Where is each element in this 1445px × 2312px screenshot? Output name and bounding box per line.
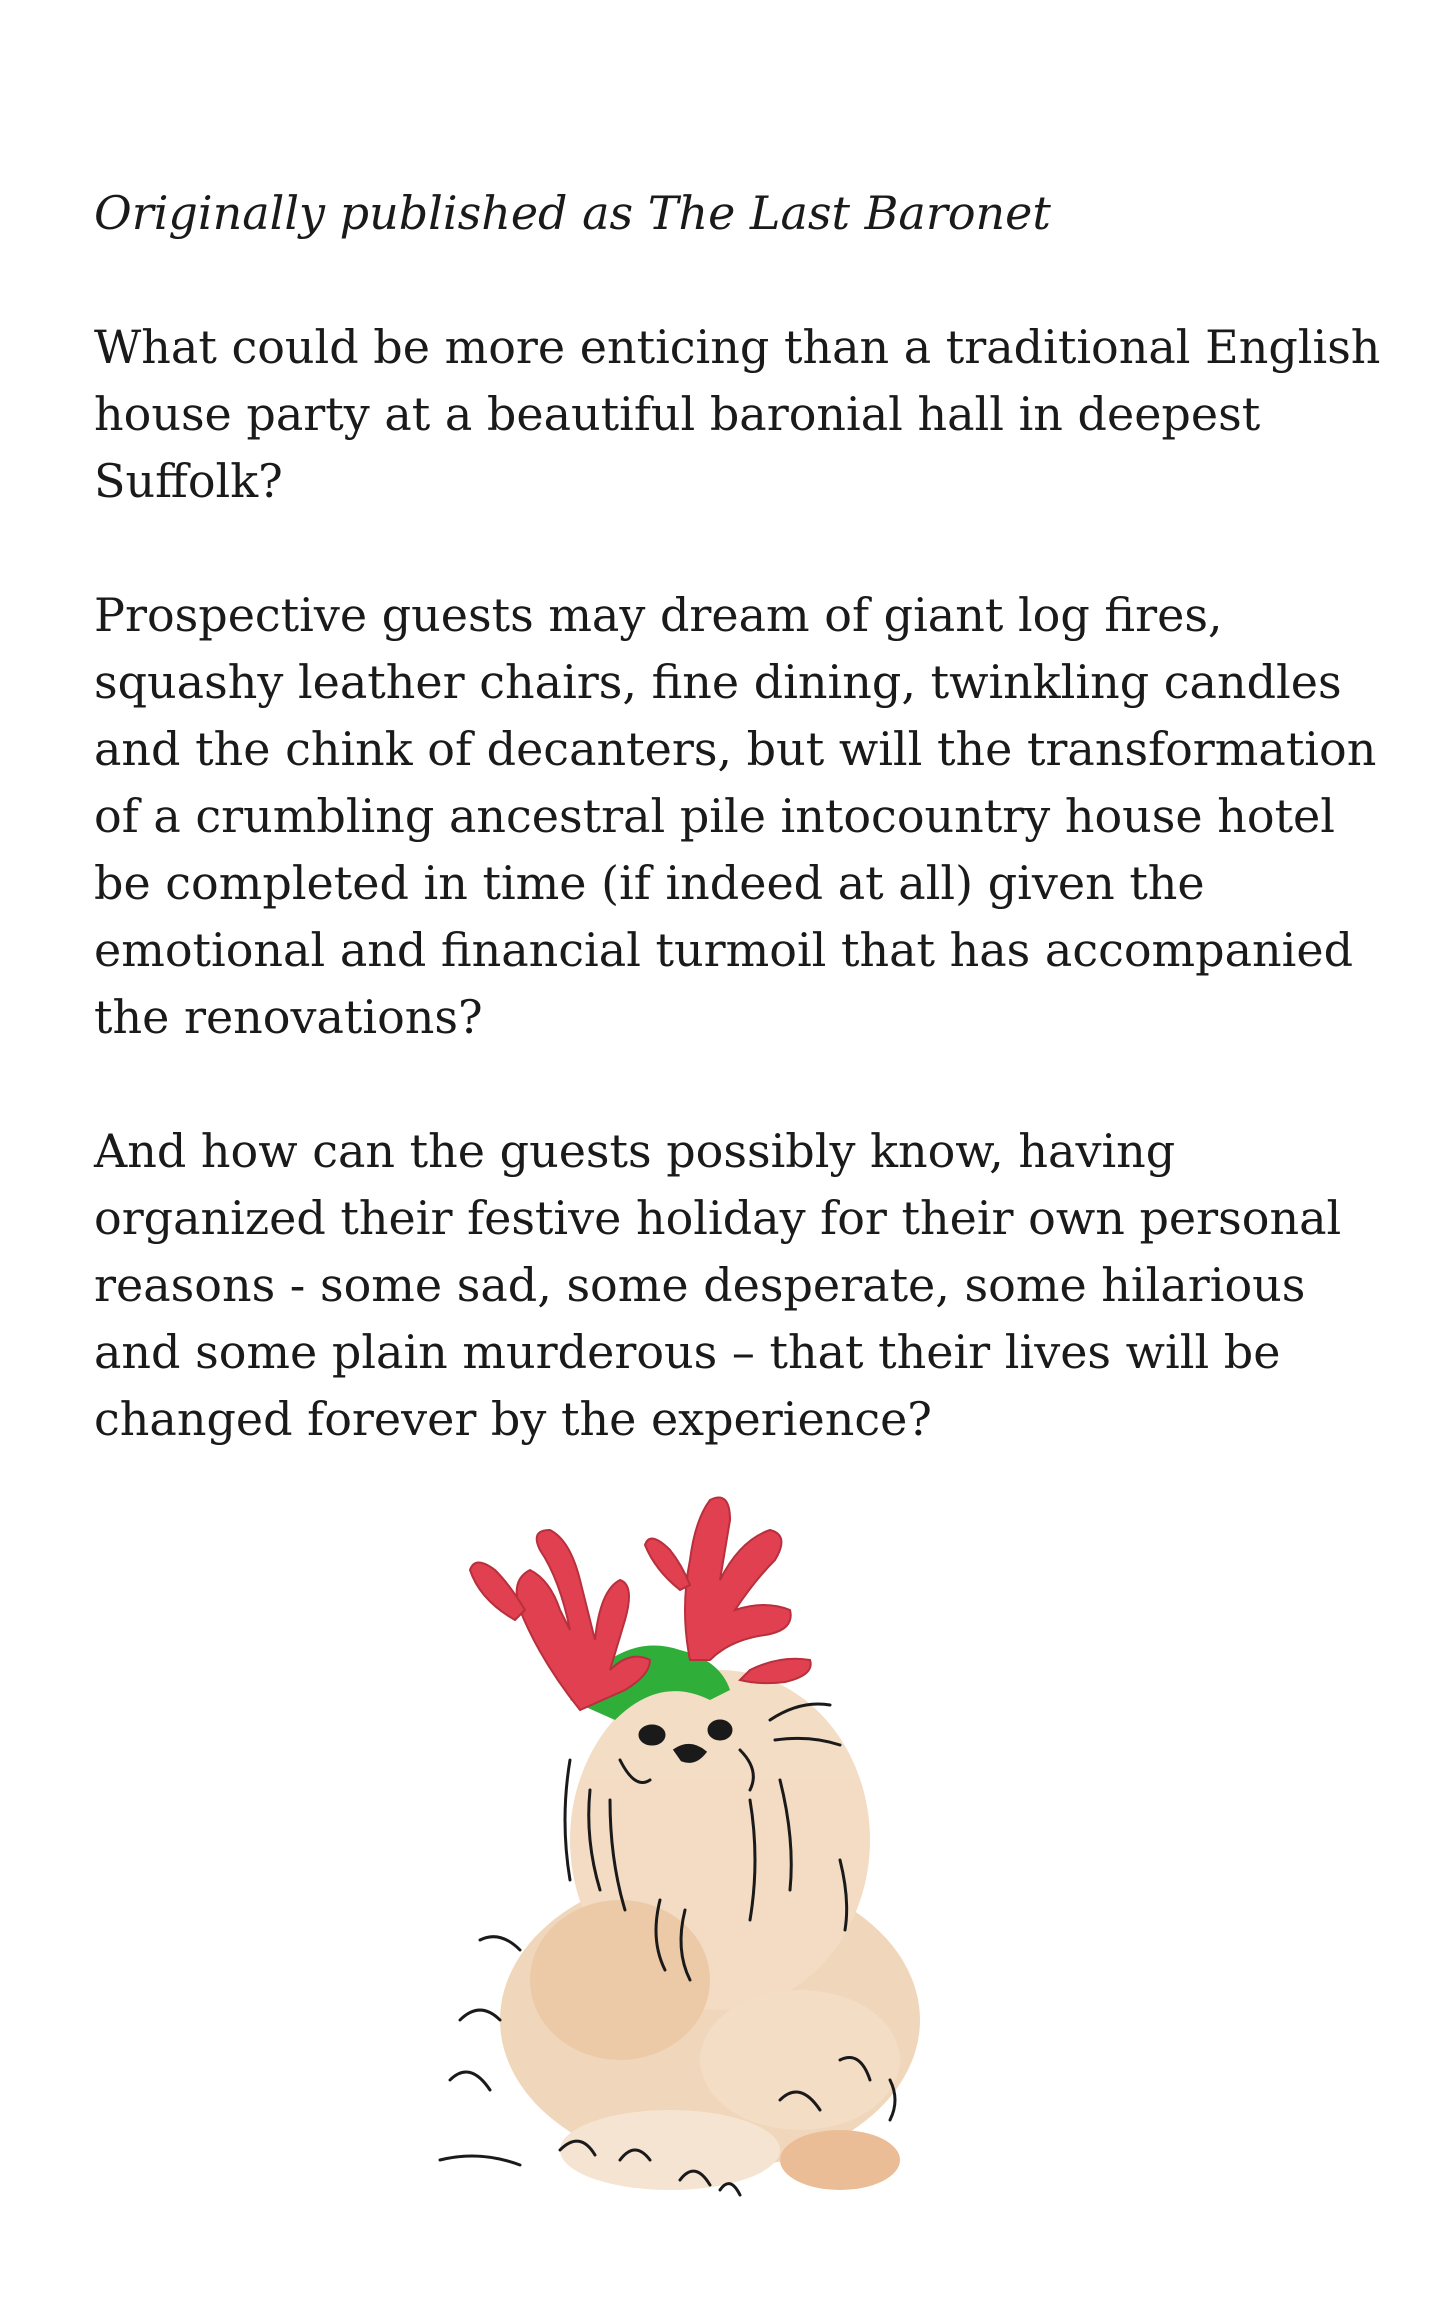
paragraph-2: Prospective guests may dream of giant log fires, squashy leather chairs, fine dining, twinkling candles and the chink of decanters, but will the transformation of a crumbling ancestral pile intocountry house hotel be completed in time (if indeed at all) given the emotional and financial turmoil that has accompanied the renovations?	[94, 588, 1377, 1044]
dog-with-reindeer-antlers-icon	[420, 1460, 980, 2220]
paragraph-1: What could be more enticing than a traditional English house party at a beautiful baronial hall in deepest Suffolk?	[94, 320, 1381, 508]
antler-left	[470, 1530, 650, 1710]
paragraph-3: And how can the guests possibly know, having organized their festive holiday for their own personal reasons - some sad, some desperate, some hilarious and some plain murderous – that their lives will be changed forever by the experience?	[94, 1124, 1342, 1446]
subtitle: Originally published as The Last Baronet	[94, 186, 1051, 240]
blurb-text	[94, 180, 1394, 1453]
dog-fur	[500, 1670, 920, 2190]
